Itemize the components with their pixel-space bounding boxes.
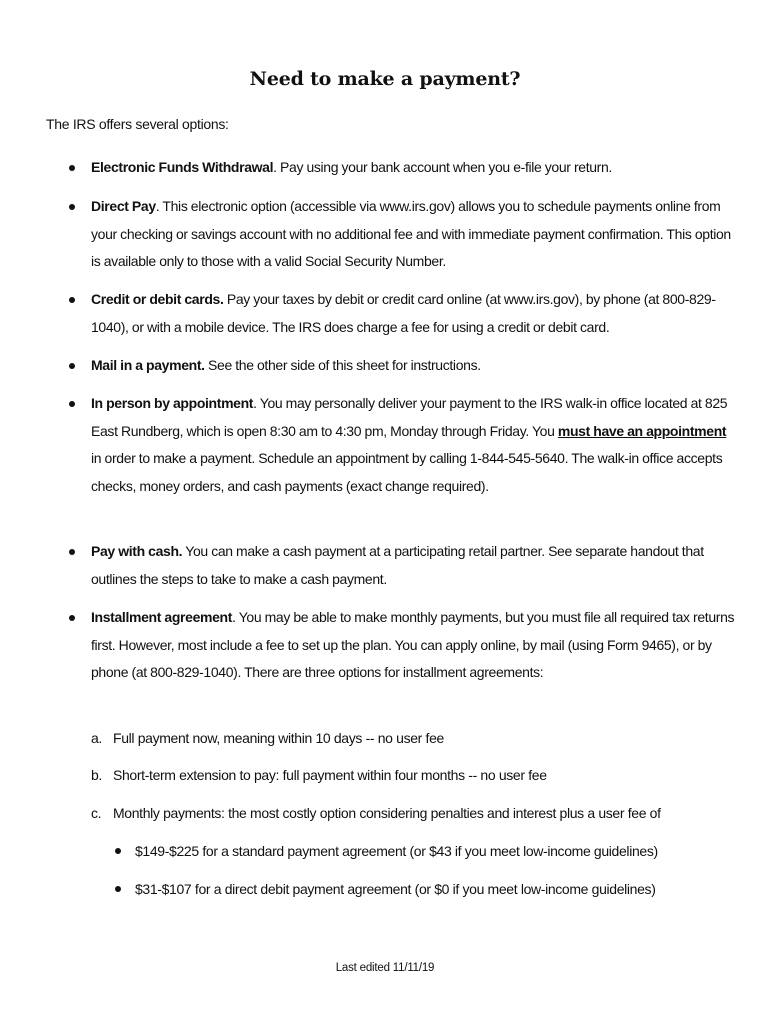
bullet-icon xyxy=(69,549,75,555)
bullet-icon xyxy=(69,204,75,210)
option-text: You can make a cash payment at a participating retail partner. See separate handout that outlines the steps to take to make a cash payment. xyxy=(91,543,704,587)
installment-option-a xyxy=(91,728,736,748)
option-text: See the other side of this sheet for instructions. xyxy=(204,357,481,373)
option-credit-debit-cards xyxy=(91,286,736,341)
option-installment-agreement xyxy=(91,604,736,687)
option-lead: Credit or debit cards. xyxy=(91,291,224,307)
bullet-icon xyxy=(69,363,75,369)
option-text: . This electronic option (accessible via www.irs.gov) allows you to schedule payments online from your checking or savings account with no additional fee and with immediate payment confirmation. This option is available only to those with a valid Social Security Number. xyxy=(91,198,731,269)
bullet-icon xyxy=(69,165,75,171)
option-text: . You may personally deliver your payment to the IRS walk-in office located at 825 East Rundberg, which is open 8:30 am to 4:30 pm, Monday through Friday. You xyxy=(91,395,728,439)
option-electronic-funds-withdrawal xyxy=(91,154,736,182)
appointment-emphasis: must have an appointment xyxy=(557,422,727,439)
bullet-icon xyxy=(115,886,121,892)
installment-option-b xyxy=(91,765,736,785)
option-direct-pay xyxy=(91,193,736,276)
list-letter: b. xyxy=(91,767,102,783)
option-lead: Pay with cash. xyxy=(91,543,183,559)
option-pay-with-cash xyxy=(91,538,736,593)
option-mail-payment xyxy=(91,352,736,380)
list-text: Full payment now, meaning within 10 days -- no user fee xyxy=(113,730,444,746)
fee-direct-debit-agreement xyxy=(135,879,745,899)
option-lead: Electronic Funds Withdrawal xyxy=(91,159,274,175)
option-text-continued: in order to make a payment. Schedule an appointment by calling 1-844-545-5640. The walk-in office accepts checks, money orders, and cash payments (exact change required). xyxy=(91,450,723,494)
last-edited-footer: Last edited 11/11/19 xyxy=(335,962,435,974)
option-lead: Installment agreement xyxy=(91,609,233,625)
option-lead: Direct Pay xyxy=(91,198,156,214)
list-letter: c. xyxy=(91,805,102,821)
list-letter: a. xyxy=(91,730,102,746)
list-text: Monthly payments: the most costly option considering penalties and interest plus a user fee of xyxy=(113,805,661,821)
installment-option-c xyxy=(91,803,736,823)
option-lead: Mail in a payment. xyxy=(91,357,205,373)
bullet-icon xyxy=(115,848,121,854)
fee-text: $149-$225 for a standard payment agreement (or $43 if you meet low-income guidelines) xyxy=(135,843,658,859)
fee-standard-agreement xyxy=(135,841,745,861)
option-text: . You may be able to make monthly payments, but you must file all required tax returns first. However, most include a fee to set up the plan. You can apply online, by mail (using Form 9465), or by phone (at 800-829-1040). There are three options for installment agreements: xyxy=(91,609,735,680)
fee-text: $31-$107 for a direct debit payment agreement (or $0 if you meet low-income guidelines) xyxy=(135,881,656,897)
intro-text: The IRS offers several options: xyxy=(46,116,229,132)
page-title: Need to make a payment? xyxy=(249,68,521,90)
option-text: Pay your taxes by debit or credit card online (at www.irs.gov), by phone (at 800-829-1040), or with a mobile device. The IRS does charge a fee for using a credit or debit card. xyxy=(91,291,716,335)
list-text: Short-term extension to pay: full payment within four months -- no user fee xyxy=(113,767,547,783)
option-lead: In person by appointment xyxy=(91,395,254,411)
bullet-icon xyxy=(69,401,75,407)
option-text: . Pay using your bank account when you e-file your return. xyxy=(273,159,612,175)
option-in-person xyxy=(91,390,736,500)
bullet-icon xyxy=(69,615,75,621)
bullet-icon xyxy=(69,297,75,303)
